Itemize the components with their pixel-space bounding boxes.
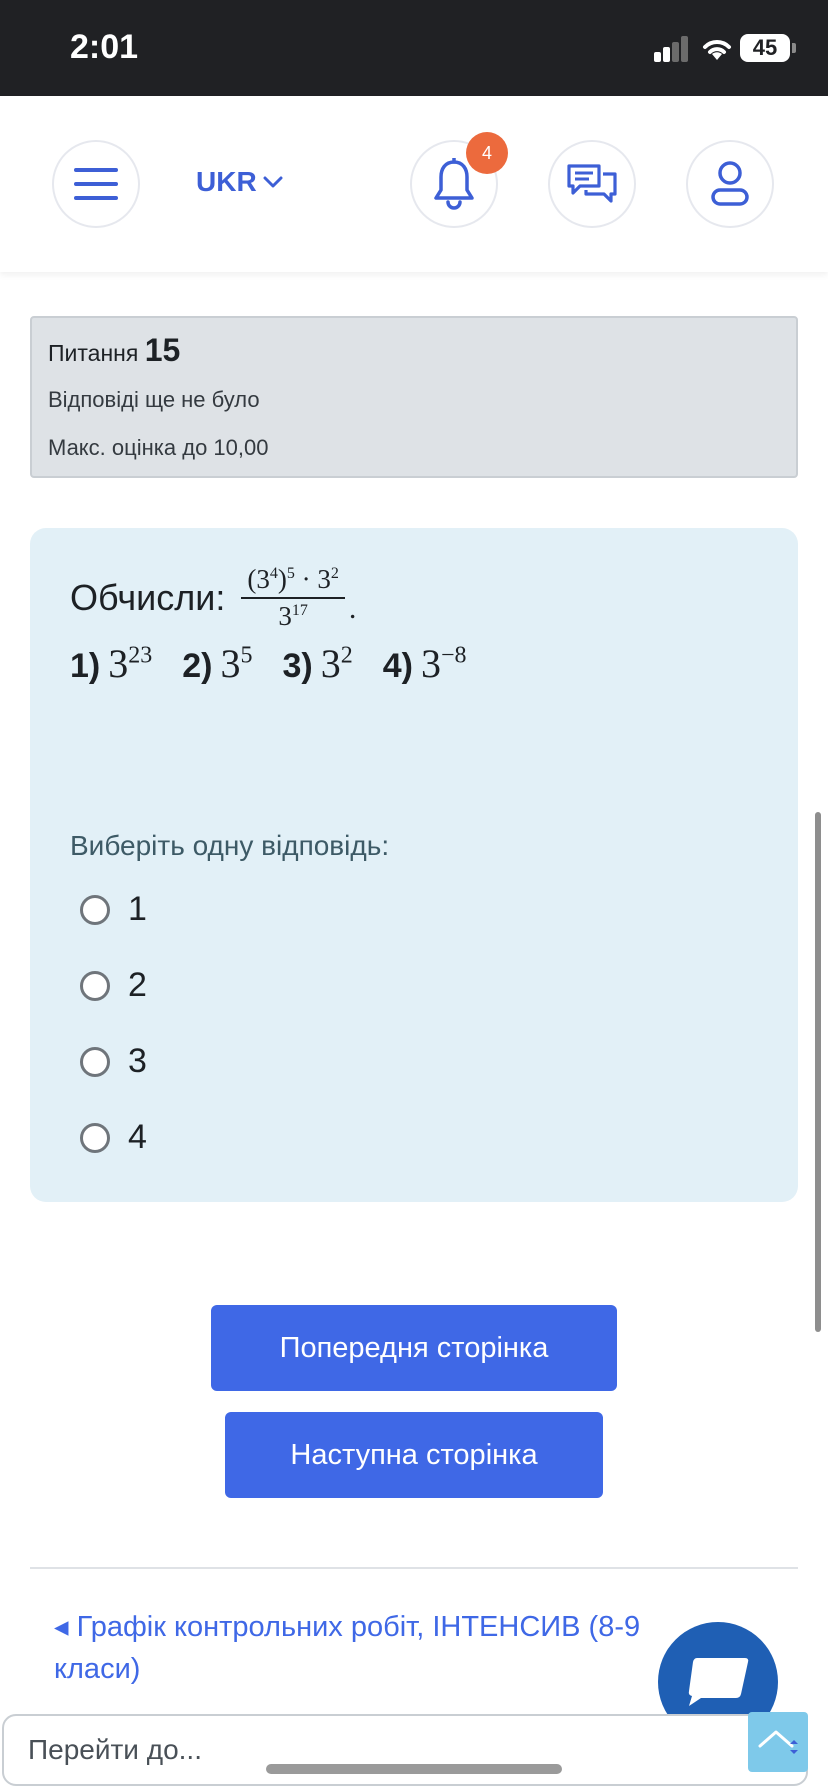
answer-label[interactable]: 2 xyxy=(128,966,147,1004)
user-menu-button[interactable] xyxy=(686,140,774,228)
home-indicator xyxy=(266,1764,562,1774)
question-text xyxy=(70,564,356,632)
option-exp: 5 xyxy=(240,642,253,669)
answer-label[interactable]: 4 xyxy=(128,1118,147,1156)
hamburger-icon xyxy=(74,166,118,202)
num-outer-exp: 5 xyxy=(286,565,295,582)
question-word: Питання xyxy=(48,340,139,366)
num-base: (3 xyxy=(247,564,270,594)
language-label: UKR xyxy=(196,166,257,197)
option-value xyxy=(321,640,353,687)
question-number: 15 xyxy=(144,332,181,368)
option-exp: 23 xyxy=(128,642,153,669)
chat-icon xyxy=(566,162,618,206)
terminal-dot: . xyxy=(348,592,357,625)
chat-bubble-icon xyxy=(683,1654,753,1710)
scrollbar[interactable] xyxy=(815,812,821,1332)
question-heading xyxy=(48,332,780,369)
chevron-up-icon xyxy=(756,1722,800,1762)
radio-button[interactable] xyxy=(80,895,110,925)
answer-option-2[interactable] xyxy=(80,966,147,1005)
options-list xyxy=(70,640,496,687)
fraction xyxy=(241,564,345,632)
option-label: 1) xyxy=(70,647,101,685)
jump-to-placeholder: Перейти до... xyxy=(28,1734,202,1765)
battery-icon: 45 xyxy=(740,34,790,62)
option-base: 3 xyxy=(420,641,441,686)
status-time: 2:01 xyxy=(70,28,139,66)
menu-button[interactable] xyxy=(52,140,140,228)
question-info xyxy=(30,316,798,478)
back-link[interactable]: ◂ Графік контрольних робіт, ІНТЕНСИВ (8-9 класи) xyxy=(54,1611,641,1685)
language-selector[interactable] xyxy=(196,166,283,198)
option-value xyxy=(108,640,152,687)
num-inner-exp: 4 xyxy=(269,565,278,582)
max-grade: Макс. оцінка до 10,00 xyxy=(48,435,269,460)
fraction-denominator xyxy=(278,599,308,632)
option-base: 3 xyxy=(220,641,241,686)
option-value xyxy=(421,640,467,687)
choose-answer-label: Виберіть одну відповідь: xyxy=(70,830,390,861)
status-bar xyxy=(0,0,828,96)
question-content xyxy=(30,528,798,1202)
wifi-icon xyxy=(700,34,734,62)
option-label: 3) xyxy=(282,647,313,685)
radio-button[interactable] xyxy=(80,1123,110,1153)
den-exp: 17 xyxy=(291,602,308,619)
den-base: 3 xyxy=(278,601,292,631)
next-page-button[interactable]: Наступна сторінка xyxy=(225,1412,603,1498)
option-base: 3 xyxy=(320,641,341,686)
option-exp: −8 xyxy=(440,642,467,669)
battery-tip xyxy=(792,43,796,53)
answer-status: Відповіді ще не було xyxy=(48,387,260,412)
option-label: 2) xyxy=(182,647,213,685)
radio-button[interactable] xyxy=(80,1047,110,1077)
num-exp2: 2 xyxy=(330,565,339,582)
user-icon xyxy=(710,160,750,208)
radio-button[interactable] xyxy=(80,971,110,1001)
top-navbar xyxy=(0,96,828,272)
option-label: 4) xyxy=(382,647,413,685)
answer-option-4[interactable] xyxy=(80,1118,147,1157)
option-base: 3 xyxy=(108,641,129,686)
notification-badge: 4 xyxy=(466,132,508,174)
scroll-to-top-button[interactable] xyxy=(748,1712,808,1772)
answer-label[interactable]: 1 xyxy=(128,890,147,928)
num-mult: · 3 xyxy=(294,564,331,594)
messages-button[interactable] xyxy=(548,140,636,228)
chevron-down-icon xyxy=(263,175,283,189)
answer-option-3[interactable] xyxy=(80,1042,147,1081)
option-value xyxy=(220,640,252,687)
previous-page-button[interactable]: Попередня сторінка xyxy=(211,1305,617,1391)
question-prompt: Обчисли: xyxy=(70,577,226,618)
divider xyxy=(30,1567,798,1569)
option-exp: 2 xyxy=(340,642,353,669)
fraction-numerator xyxy=(241,564,345,599)
num-close: ) xyxy=(277,564,287,594)
answer-label[interactable]: 3 xyxy=(128,1042,147,1080)
signal-icon xyxy=(654,36,690,62)
answer-option-1[interactable] xyxy=(80,890,147,929)
jump-to-select[interactable] xyxy=(2,1714,808,1786)
